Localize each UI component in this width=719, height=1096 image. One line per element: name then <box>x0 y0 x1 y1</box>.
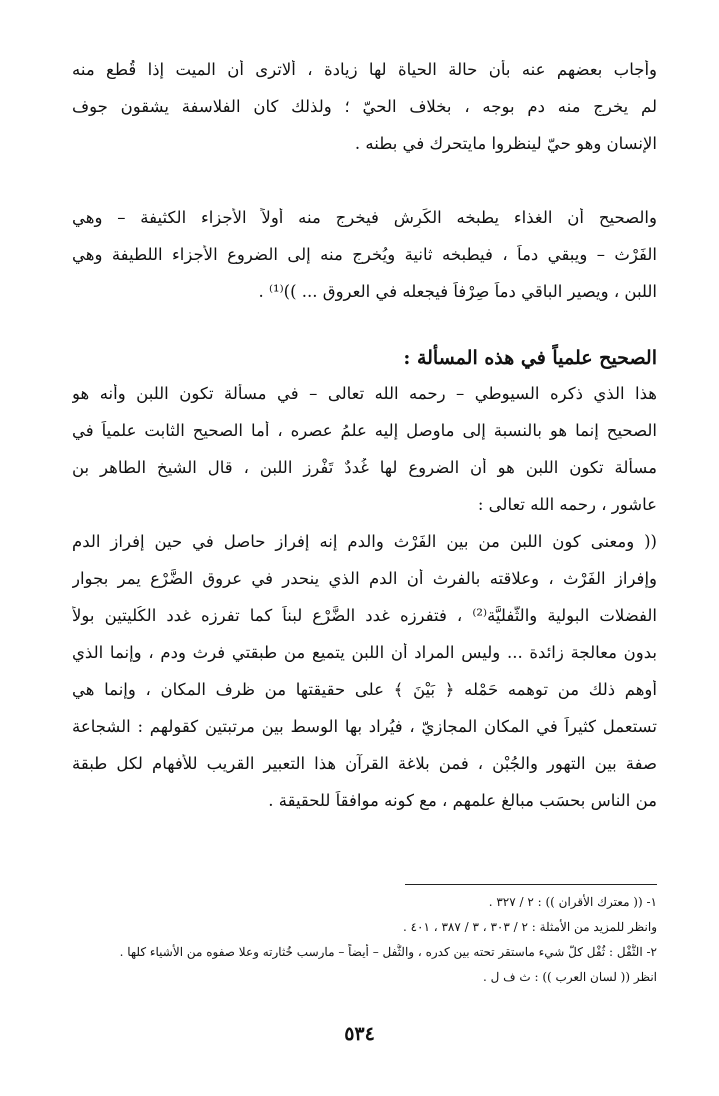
footnote-2-reference: انظر (( لسان العرب )) : ث ف ل . <box>482 970 657 984</box>
quote-line-1: (( ومعنى كون اللبن من بين الفَرْث والدم إنه إفراز حاصل في حين إفراز الدم <box>72 532 657 551</box>
paragraph-2-line-2: الفَرْث – ويبقي دماً ، فيطبخه ثانية ويُخرج منه إلى الضروع الأجزاء اللطيفة وهي <box>72 245 657 264</box>
footnote-1: ١- (( معترك الأقران )) : ٢ / ٣٢٧ . <box>488 895 657 909</box>
paragraph-1-line-3: الإنسان وهو حيّ لينظروا مايتحرك في بطنه . <box>354 134 657 153</box>
section-heading: الصحيح علمياً في هذه المسألة : <box>403 347 657 369</box>
footnote-2: ٢- الثُّفْل : ثُفْل كلّ شيء ماستقر تحته بين كدره ، والثُّفل – أيضاً – مارسب خُثارته وعلا صفوه من الأشياء كلها . <box>119 945 657 959</box>
quote-line-3: الفضلات البولية والثُّفليَّة⁽²⁾ ، فتفرزه غدد الضَّرْع لبناً كما تفرزه غدد الكُليتين بولاً <box>72 606 657 625</box>
quote-line-7: صفة بين التهور والجُبْن ، فمن بلاغة القرآن هذا التعبير القريب للأفهام لكل طبقة <box>72 754 657 773</box>
footnote-1-see-also: وانظر للمزيد من الأمثلة : ٢ / ٣٠٣ ، ٣ / ٣٨٧ ، ٤٠١ . <box>402 920 657 934</box>
quote-line-2: وإفراز الفَرْث ، وعلاقته بالفرث أن الدم الذي ينحدر في عروق الضَّرْع يمر بجوار <box>72 569 657 588</box>
paragraph-3-line-1: هذا الذي ذكره السيوطي – رحمه الله تعالى – في مسألة تكون اللبن وأنه هو <box>72 384 657 403</box>
footnote-separator <box>405 884 657 885</box>
quote-line-4: بدون معالجة زائدة ... وليس المراد أن اللبن يتميع من طبقتي فرث ودم ، وإنما الذي <box>72 643 657 662</box>
paragraph-3-line-3: مسألة تكون اللبن هو أن الضروع لها غُددٌ تَفْرز اللبن ، قال الشيخ الطاهر بن <box>72 458 657 477</box>
paragraph-1-line-2: لم يخرج منه دم بوجه ، بخلاف الحيّ ؛ ولذلك كان الفلاسفة يشقون جوف <box>72 97 657 116</box>
quote-line-5: أوهم ذلك من توهمه حَمْله ﴿ بَيْنَ ﴾ على حقيقتها من ظرف المكان ، وإنما هي <box>72 680 657 699</box>
paragraph-1-line-1: وأجاب بعضهم عنه بأن حالة الحياة لها زيادة ، ألاترى أن الميت إذا قُطع منه <box>72 60 657 79</box>
quote-line-8: من الناس بحسَب مبالغ علمهم ، مع كونه موافقاً للحقيقة . <box>268 791 657 810</box>
paragraph-3-line-2: الصحيح إنما هو بالنسبة إلى ماوصل إليه علمُ عصره ، أما الصحيح الثابت علمياً في <box>72 421 657 440</box>
quote-line-6: تستعمل كثيراً في المكان المجازيّ ، فيُراد بها الوسط بين مرتبتين كقولهم : الشجاعة <box>72 717 657 736</box>
paragraph-3-line-4: عاشور ، رحمه الله تعالى : <box>477 495 657 514</box>
paragraph-2-line-3: اللبن ، ويصير الباقي دماً صِرْفاً فيجعله في العروق ... ))⁽¹⁾ . <box>258 282 657 301</box>
page-number: ٥٣٤ <box>344 1023 375 1045</box>
paragraph-2-line-1: والصحيح أن الغذاء يطبخه الكَرِش فيخرج منه أولاً الأجزاء الكثيفة – وهي <box>72 208 657 227</box>
